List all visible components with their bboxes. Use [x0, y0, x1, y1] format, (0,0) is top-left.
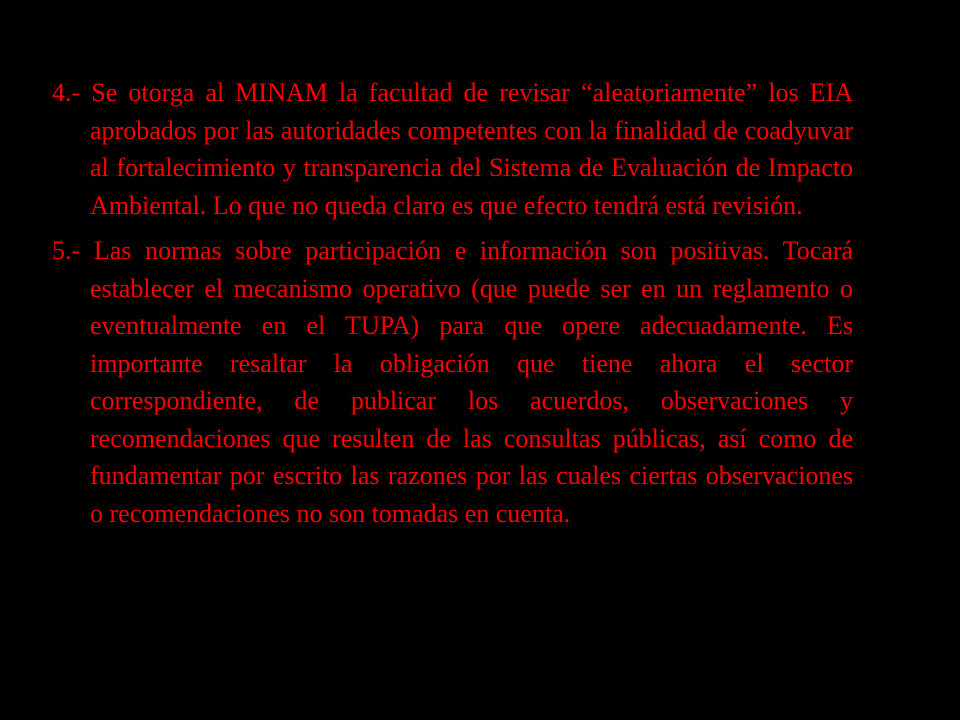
paragraph-point-5: 5.- Las normas sobre participación e información son positivas. Tocará establecer el mecanismo operativo (que puede ser en un reglamento o eventualmente en el TUPA) para que opere adecuadamente. Es importante resaltar la obligación que tiene ahora el sector correspondiente, de publicar los acuerdos, observaciones y recomendaciones que resulten de las consultas públicas, así como de fundamentar por escrito las razones por las cuales ciertas observaciones o recomendaciones no son tomadas en cuenta.	[52, 236, 853, 528]
slide-body	[52, 74, 853, 532]
paragraph-point-4: 4.- Se otorga al MINAM la facultad de revisar “aleatoriamente” los EIA aprobados por las autoridades competentes con la finalidad de coadyuvar al fortalecimiento y transparencia del Sistema de Evaluación de Impacto Ambiental. Lo que no queda claro es que efecto tendrá está revisión.	[52, 78, 853, 220]
